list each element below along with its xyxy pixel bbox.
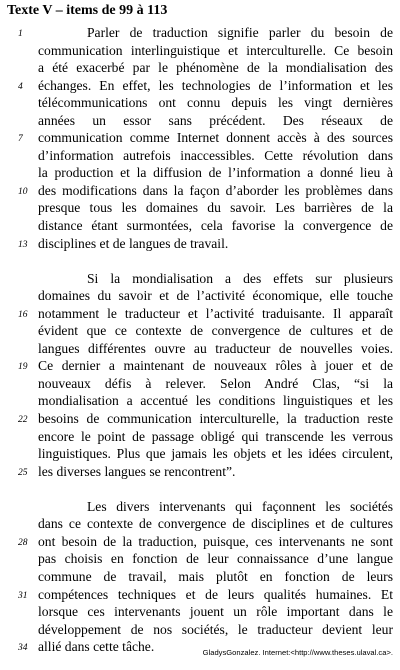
text-line: domaines du savoir et de l’activité économique, elle touche [38,288,393,304]
line-number: 28 [18,537,28,548]
text-line: pas choisis en fonction de leur connaissance d’une langue [38,551,393,567]
line-number: 4 [18,81,23,92]
paragraph-gap [38,480,393,498]
text-line: notamment le traducteur et l’activité traduisante. Il apparaît [38,305,393,321]
line-number: 25 [18,467,28,478]
line-number: 31 [18,590,28,601]
text-line: linguistiques. Plus que jamais les objets et les idées circulent, [38,446,393,462]
text-line: la production et la diffusion de l’information a donné lieu à [38,165,393,181]
text-line: Les divers intervenants qui façonnent les sociétés [87,498,393,514]
line-number: 16 [18,309,28,320]
text-line: besoins de communication interculturelle, la traduction reste [38,411,393,427]
line-number: 1 [18,29,23,39]
line-number: 34 [18,643,28,654]
line-number: 7 [18,134,23,145]
text-line: les diverses langues se rencontrent”. [38,463,236,479]
text-line: commune de travail, mais plutôt en fonction de leurs [38,568,393,584]
text-line: ont besoin de la traduction, puisque, ces intervenants ne sont [38,533,393,549]
text-line: Parler de traduction signifie parler du besoin de [87,25,393,40]
line-number: 22 [18,415,28,426]
line-number: 10 [18,186,28,197]
text-line: communication comme Internet donnent accès à des sources [38,130,393,146]
text-line: disciplines et de langues de travail. [38,235,229,251]
text-line: d’information autrefois inaccessibles. Cette révolution dans [38,147,393,163]
text-line: mondialisation a accentué les conditions linguistiques et les [38,393,393,409]
text-line: Si la mondialisation a des effets sur plusieurs [87,270,393,286]
text-line: évident que ce contexte de convergence de cultures et de [38,323,393,339]
line-number: 13 [18,239,28,250]
text-line: presque tous les domaines du savoir. Les barrières de la [38,200,393,216]
text-line: années un essor sans précédent. Des réseaux de [38,112,393,128]
text-line: dans ce contexte de convergence de disciplines et de cultures [38,516,393,532]
text-line: Ce dernier a maintenant de nouveaux rôles à jouer et de [38,358,393,374]
text-line: échanges. En effet, les technologies de l’information et les [38,77,393,93]
text-line: allié dans cette tâche. [38,639,155,655]
text-line: compétences techniques et de leurs qualités humaines. Et [38,586,393,602]
text-line: nouveaux défis à relever. Selon André Clas, “si la [38,375,393,391]
document-title: Texte V – items de 99 à 113 [7,3,168,18]
text-line: a été exacerbé par le phénomène de la mondialisation des [38,60,393,76]
text-line: lorsque ces intervenants jouent un rôle important dans le [38,604,393,620]
text-line: télécommunications ont connu depuis les vingt dernières [38,95,393,111]
body-text [38,24,393,656]
text-line: communication interlinguistique et interculturelle. Ce besoin [38,42,393,58]
text-line: langues différentes ouvre au traducteur de nouvelles voies. [38,340,393,356]
text-line: des modifications dans la façon d’aborder les problèmes dans [38,182,393,198]
paragraph-gap [38,252,393,270]
source-citation: GladysGonzalez. Internet:<http://www.theses.ulaval.ca>. [202,648,393,657]
line-number: 19 [18,362,28,373]
text-line: développement de nos sociétés, le traducteur devient leur [38,621,393,637]
text-line: encore le point de passage obligé qui transcende les verrous [38,428,393,444]
text-line: distance étant surmontées, cela favorise la convergence de [38,218,393,234]
